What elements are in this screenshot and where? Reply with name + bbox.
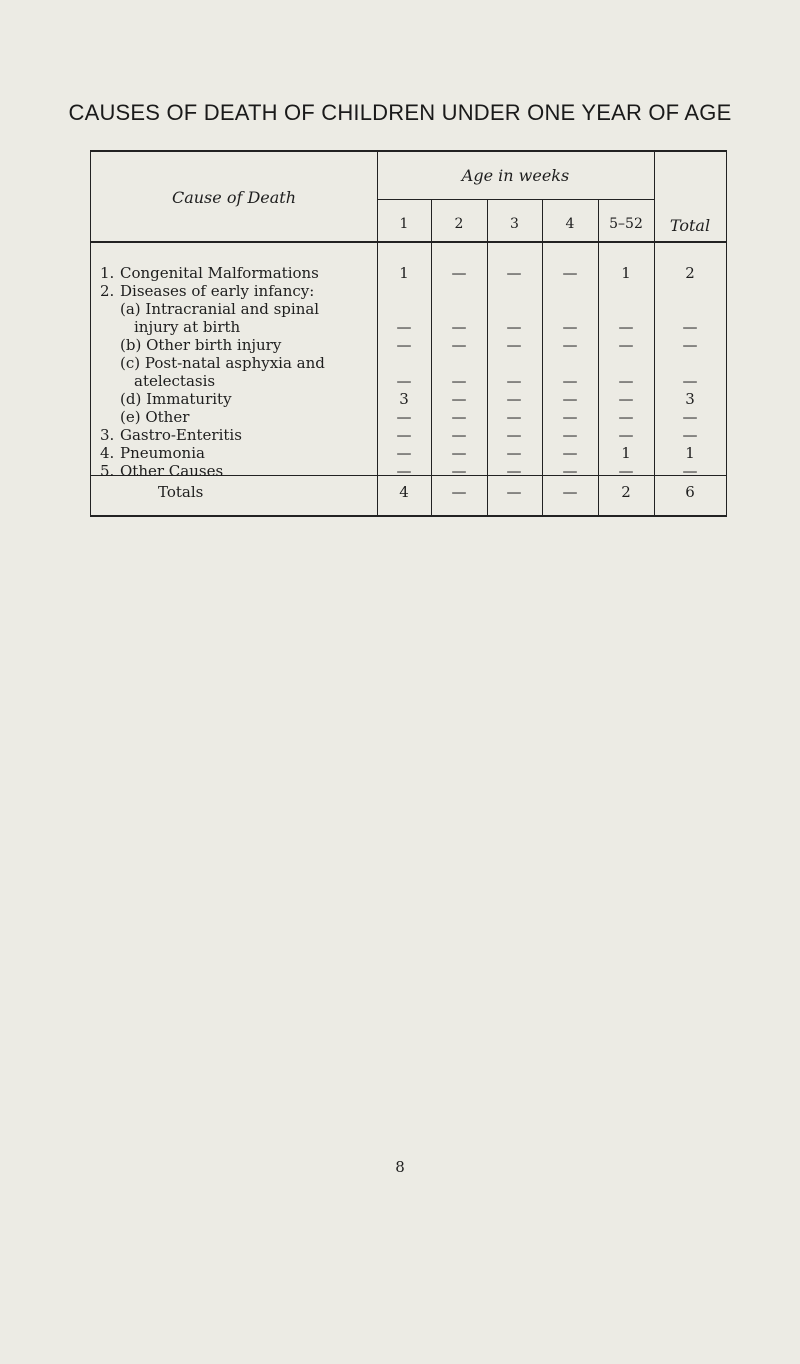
table-cell: — <box>562 336 578 354</box>
table-cell: — <box>506 336 522 354</box>
table-cell: — <box>451 264 467 282</box>
total-column-divider <box>654 150 655 517</box>
age-subheader-rule <box>377 199 654 200</box>
table-cell: — <box>396 318 412 336</box>
cause-label: (a) Intracranial and spinal <box>120 300 320 318</box>
row-number: 2. <box>100 282 115 300</box>
table-cell: — <box>451 426 467 444</box>
table-cell: — <box>396 372 412 390</box>
table-cell: — <box>506 318 522 336</box>
table-cell: — <box>682 408 698 426</box>
table-right-edge <box>726 150 727 517</box>
age-in-weeks-header: Age in weeks <box>461 166 570 185</box>
cause-label: Other Causes <box>120 462 224 480</box>
table-cell: — <box>506 264 522 282</box>
row-number: 3. <box>100 426 115 444</box>
table-cell: — <box>506 444 522 462</box>
table-cell: — <box>451 372 467 390</box>
table-top-rule <box>90 150 727 152</box>
table-cell: — <box>618 372 634 390</box>
table-cell: — <box>682 426 698 444</box>
table-cell: 1 <box>685 444 695 462</box>
total-header: Total <box>669 216 711 235</box>
row-number: 4. <box>100 444 115 462</box>
table-cell: — <box>618 408 634 426</box>
table-cell: — <box>682 318 698 336</box>
table-cell: — <box>682 336 698 354</box>
table-cell: — <box>562 408 578 426</box>
table-cell: 2 <box>685 264 695 282</box>
table-cell: — <box>506 426 522 444</box>
totals-cell: 6 <box>685 483 695 501</box>
cause-label: (c) Post-natal asphyxia and <box>120 354 325 372</box>
table-cell: — <box>451 318 467 336</box>
col-header-week-1: 1 <box>399 216 409 232</box>
table-cell: — <box>682 462 698 480</box>
table-cell: — <box>396 444 412 462</box>
col-header-week-2: 2 <box>454 216 464 232</box>
cause-column-divider <box>377 150 378 517</box>
col-divider-3 <box>487 199 488 517</box>
table-cell: — <box>562 318 578 336</box>
page-title: CAUSES OF DEATH OF CHILDREN UNDER ONE YEAR OF AGE <box>68 100 732 125</box>
header-bottom-rule <box>90 241 727 243</box>
totals-cell: — <box>451 483 467 501</box>
totals-cell: 4 <box>399 483 409 501</box>
table-cell: — <box>506 408 522 426</box>
col-header-week-4: 4 <box>565 216 575 232</box>
table-cell: — <box>451 336 467 354</box>
table-cell: 1 <box>621 264 631 282</box>
table-cell: — <box>562 264 578 282</box>
col-header-week-3: 3 <box>510 216 519 232</box>
table-cell: — <box>396 462 412 480</box>
cause-label: (d) Immaturity <box>120 390 232 408</box>
cause-of-death-header: Cause of Death <box>171 188 297 207</box>
totals-label: Totals <box>158 483 204 501</box>
table-cell: 3 <box>399 390 409 408</box>
cause-label: (b) Other birth injury <box>120 336 282 354</box>
totals-cell: — <box>506 483 522 501</box>
table-cell: — <box>618 462 634 480</box>
cause-label: injury at birth <box>134 318 241 336</box>
cause-label: Congenital Malformations <box>120 264 319 282</box>
table-cell: — <box>396 336 412 354</box>
table-cell: — <box>618 390 634 408</box>
cause-label: Gastro-Enteritis <box>120 426 242 444</box>
table-cell: — <box>618 318 634 336</box>
col-header-week-5-52: 5–52 <box>609 216 643 232</box>
row-number: 1. <box>100 264 115 282</box>
col-divider-4 <box>542 199 543 517</box>
cause-label: atelectasis <box>134 372 216 390</box>
table-cell: — <box>618 426 634 444</box>
table-cell: — <box>562 390 578 408</box>
table-cell: — <box>562 372 578 390</box>
table-cell: — <box>396 408 412 426</box>
row-number: 5. <box>100 462 115 480</box>
table-cell: — <box>618 336 634 354</box>
table-cell: — <box>562 426 578 444</box>
totals-cell: — <box>562 483 578 501</box>
table-cell: — <box>451 390 467 408</box>
cause-label: Diseases of early infancy: <box>120 282 315 300</box>
col-divider-2 <box>431 199 432 517</box>
table-cell: — <box>506 390 522 408</box>
table-cell: 1 <box>621 444 631 462</box>
cause-label: Pneumonia <box>120 444 205 462</box>
table-cell: — <box>451 408 467 426</box>
table-cell: — <box>506 462 522 480</box>
table-cell: — <box>562 444 578 462</box>
table-cell: 3 <box>685 390 695 408</box>
col-divider-5 <box>598 199 599 517</box>
table-cell: — <box>562 462 578 480</box>
table-cell: — <box>396 426 412 444</box>
table-cell: 1 <box>399 264 409 282</box>
cause-label: (e) Other <box>120 408 190 426</box>
totals-cell: 2 <box>621 483 631 501</box>
table-cell: — <box>682 372 698 390</box>
table-cell: — <box>451 444 467 462</box>
table-cell: — <box>451 462 467 480</box>
table-bottom-rule <box>90 515 727 517</box>
table-cell: — <box>506 372 522 390</box>
page-number: 8 <box>395 1158 405 1176</box>
